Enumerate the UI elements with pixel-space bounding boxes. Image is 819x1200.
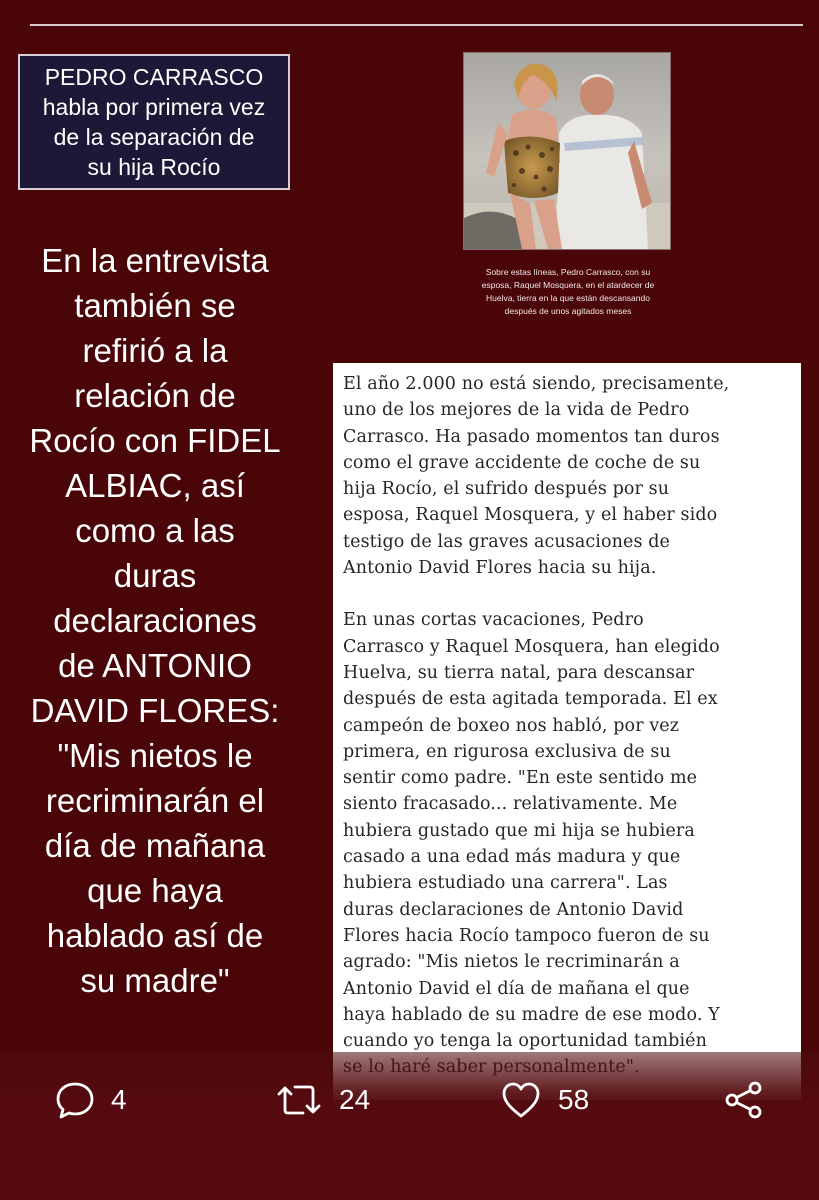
- quote-line: declaraciones: [53, 602, 257, 639]
- quote-line: En la entrevista: [41, 242, 269, 279]
- paragraph-gap: [343, 581, 795, 607]
- quote-line: ALBIAC, así: [65, 467, 245, 504]
- quote-line: también se: [74, 287, 236, 324]
- quote-line: recriminarán el: [45, 782, 265, 819]
- article-line: Flores hacia Rocío tampoco fueron de su: [343, 925, 710, 946]
- article-body: [333, 363, 801, 1081]
- article-line: Carrasco. Ha pasado momentos tan duros: [343, 426, 720, 447]
- share-button[interactable]: [722, 1070, 766, 1130]
- article-line: casado a una edad más madura y que: [343, 847, 681, 868]
- like-button[interactable]: [500, 1070, 589, 1130]
- headline-line: de la separación de: [53, 124, 255, 150]
- reply-count: 4: [111, 1084, 127, 1115]
- caption-line: después de unos agitados meses: [504, 306, 632, 316]
- article-line: Antonio David el día de mañana el que: [343, 978, 690, 999]
- quote-line: refirió a la: [82, 332, 228, 369]
- article-line: hubiera estudiado una carrera". Las: [343, 873, 668, 894]
- retweet-count: 24: [339, 1084, 371, 1115]
- article-line: El año 2.000 no está siendo, precisamente,: [343, 374, 730, 394]
- article-line: hubiera gustado que mi hija se hubiera: [343, 820, 695, 841]
- article-line: uno de los mejores de la vida de Pedro: [343, 400, 690, 421]
- caption-line: Huelva, tierra en la que están descansando: [486, 293, 650, 303]
- article-line: cuando yo tenga la oportunidad también: [343, 1031, 708, 1052]
- article-line: En unas cortas vacaciones, Pedro: [343, 610, 644, 631]
- article-line: sentir como padre. "En este sentido me: [343, 768, 698, 789]
- retweet-button[interactable]: [275, 1070, 370, 1130]
- like-icon: [500, 1080, 542, 1120]
- headline-line: habla por primera vez: [42, 94, 266, 120]
- quote-line: que haya: [87, 872, 223, 909]
- headline-box: [18, 54, 290, 190]
- headline-line: su hija Rocío: [87, 154, 221, 180]
- article-line: haya hablado de su madre de ese modo. Y: [343, 1004, 720, 1025]
- article-line: siento fracasado... relativamente. Me: [343, 794, 678, 815]
- caption-line: esposa, Raquel Mosquera, en el atardecer de: [481, 280, 655, 290]
- post-action-bar: [0, 1070, 819, 1130]
- article-line: agrado: "Mis nietos le recriminarán a: [343, 952, 680, 973]
- top-divider: [30, 24, 803, 26]
- article-line: Carrasco y Raquel Mosquera, han elegido: [343, 636, 720, 657]
- headline-line: PEDRO CARRASCO: [44, 64, 264, 90]
- quote-line: duras: [113, 557, 197, 594]
- interview-quote: [10, 238, 300, 1003]
- article-line: esposa, Raquel Mosquera, y el haber sido: [343, 505, 718, 526]
- article-line: duras declaraciones de Antonio David: [343, 899, 684, 920]
- beach-photo-illustration: [464, 53, 670, 249]
- quote-line: DAVID FLORES:: [30, 692, 280, 729]
- quote-line: Rocío con FIDEL: [29, 422, 281, 459]
- quote-line: de ANTONIO: [58, 647, 252, 684]
- article-line: testigo de las graves acusaciones de: [343, 531, 670, 552]
- quote-line: hablado así de: [46, 917, 264, 954]
- reply-button[interactable]: [55, 1070, 127, 1130]
- article-line: campeón de boxeo nos habló, por vez: [343, 715, 680, 736]
- article-line: Huelva, su tierra natal, para descansar: [343, 662, 695, 683]
- quote-line: día de mañana: [44, 827, 266, 864]
- reply-icon: [55, 1080, 95, 1120]
- quote-line: su madre": [80, 962, 230, 999]
- quote-line: "Mis nietos le: [57, 737, 253, 774]
- article-line: como el grave accidente de coche de su: [343, 452, 701, 473]
- couple-photo[interactable]: [463, 52, 671, 250]
- photo-caption: [448, 266, 688, 318]
- article-line: primera, en rigurosa exclusiva de su: [343, 741, 671, 762]
- quote-line: como a las: [75, 512, 235, 549]
- retweet-icon: [275, 1080, 323, 1120]
- article-line: Antonio David Flores hacia su hija.: [343, 558, 657, 579]
- article-line: hija Rocío, el sufrido después por su: [343, 479, 670, 500]
- article-text-panel: [333, 363, 801, 1100]
- caption-line: Sobre estas líneas, Pedro Carrasco, con su: [485, 267, 651, 277]
- quote-line: relación de: [74, 377, 236, 414]
- like-count: 58: [558, 1084, 590, 1115]
- share-icon: [722, 1080, 766, 1120]
- article-line: después de esta agitada temporada. El ex: [343, 689, 718, 710]
